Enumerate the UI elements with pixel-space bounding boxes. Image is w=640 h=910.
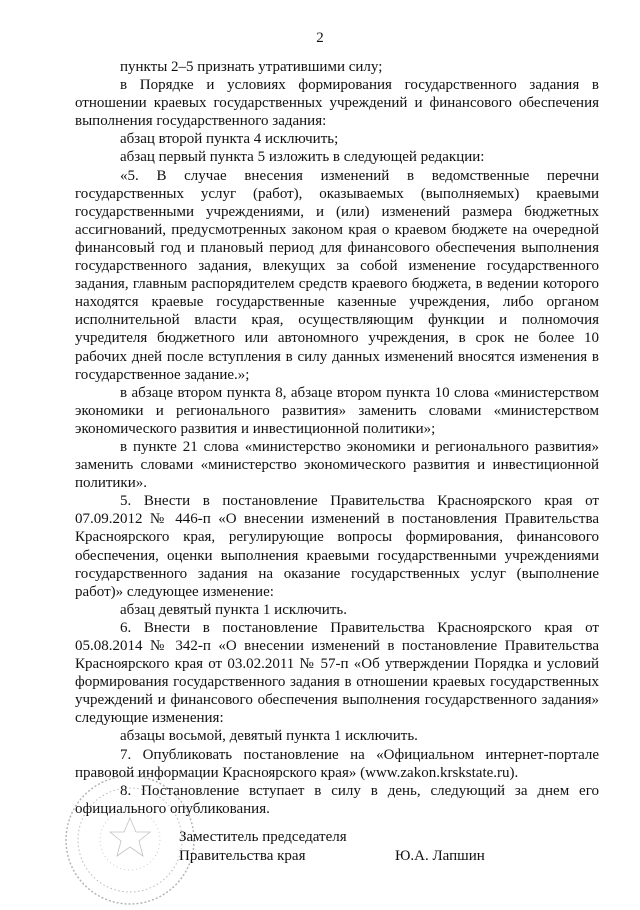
paragraph: абзац девятый пункта 1 исключить.: [120, 601, 347, 618]
paragraph: в абзаце втором пункта 8, абзаце втором пункта 10 слова «министерством экономики и регионального развития» заменить словами «министерством экономического развития и инвестиционной политики»;: [75, 384, 599, 437]
page-number: 2: [316, 30, 324, 46]
paragraph: абзац второй пункта 4 исключить;: [120, 131, 339, 148]
paragraph: абзац первый пункта 5 изложить в следующей редакции:: [120, 149, 485, 166]
document-body: [75, 58, 599, 818]
paragraph: 8. Постановление вступает в силу в день, следующий за днем его официального опубликования.: [75, 782, 599, 817]
paragraph: «5. В случае внесения изменений в ведомственные перечни государственных услуг (работ), оказываемых (выполняемых) краевыми государственными учреждениями, и (или) изменений размера бюджетных ассигнований, предусмотренных законом края о краевом бюджете на очередной финансовый год и плановый период для финансового обеспечения выполнения государственного задания, влекущих за собой изменение государственного задания, главным распорядителем средств краевого бюджета, в ведении которого находятся краевые государственные казенные учреждения, либо органом исполнительной власти края, осуществляющим функции и полномочия учредителя бюджетного или автономного учреждения, в срок не более 10 рабочих дней после вступления в силу данных изменений вносятся изменения в государственное задание.»;: [75, 167, 599, 383]
paragraph: в Порядке и условиях формирования государственного задания в отношении краевых государственных учреждений и финансового обеспечения выполнения государственного задания:: [75, 77, 599, 130]
paragraph: 5. Внести в постановление Правительства Красноярского края от 07.09.2012 № 446-п «О внесении изменений в постановления Правительства Красноярского края, регулирующие вопросы формирования, финансового обеспечения, оценки выполнения краевыми государственными учреждениями государственного задания на оказание государственных услуг (выполнение работ)» следующее изменение:: [75, 493, 599, 600]
signatory-position-line1: Заместитель председателя: [179, 829, 347, 845]
paragraph: в пункте 21 слова «министерство экономики и регионального развития» заменить словами «министерство экономического развития и инвестиционной политики».: [75, 438, 599, 492]
signatory-name: Ю.А. Лапшин: [395, 847, 485, 864]
paragraph: 7. Опубликовать постановление на «Официальном интернет-портале правовой информации Красноярского края» (www.zakon.krskstate.ru).: [75, 746, 599, 781]
paragraph: абзацы восьмой, девятый пункта 1 исключить.: [120, 728, 418, 745]
paragraph: 6. Внести в постановление Правительства Красноярского края от 05.08.2014 № 342-п «О внесении изменений в постановление Правительства Красноярского края от 03.02.2011 № 57-п «Об утверждении Порядка и условий формирования государственного задания в отношении краевых государственных учреждений и финансового обеспечения выполнения государственного задания» следующие изменения:: [75, 619, 599, 727]
paragraph: пункты 2–5 признать утратившими силу;: [120, 59, 383, 75]
signature-block: [179, 828, 599, 865]
signatory-position-line2: Правительства края: [179, 847, 306, 864]
